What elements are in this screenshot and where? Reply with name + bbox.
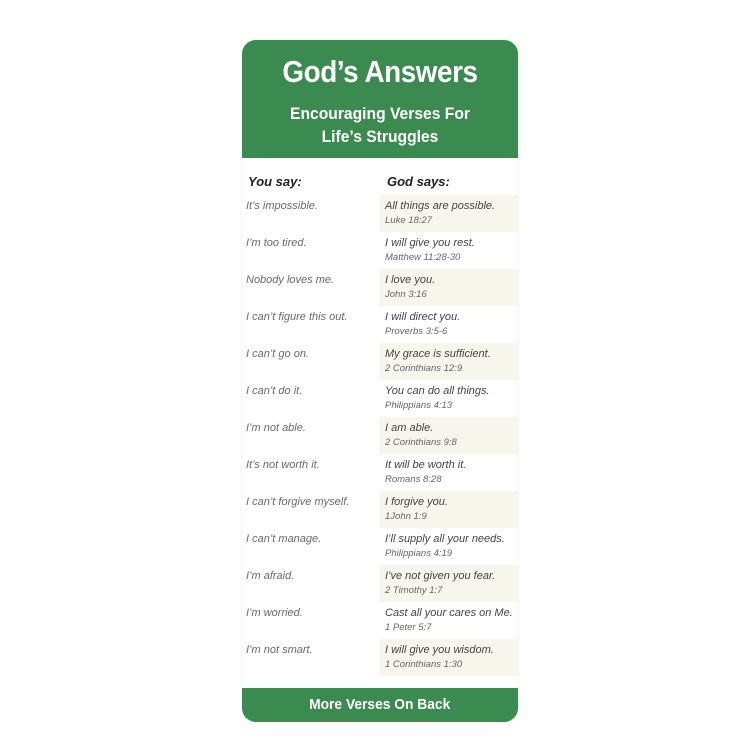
bookmark-card bbox=[242, 40, 518, 722]
verse-row bbox=[242, 602, 518, 639]
you-say-text: I’m too tired. bbox=[246, 237, 307, 249]
verse-reference: 2 Timothy 1:7 bbox=[385, 585, 443, 596]
you-say-text: I’m afraid. bbox=[246, 570, 295, 582]
verse-row bbox=[242, 195, 518, 232]
footer-banner bbox=[242, 688, 518, 722]
verse-reference: 2 Corinthians 12:9 bbox=[385, 363, 463, 374]
god-says-text: I will direct you. bbox=[385, 311, 461, 323]
verse-reference: 1 Peter 5:7 bbox=[385, 622, 432, 633]
verse-list bbox=[242, 195, 518, 676]
verse-reference: Luke 18:27 bbox=[385, 215, 433, 226]
subtitle-line-2: Life’s Struggles bbox=[321, 127, 439, 146]
card-header bbox=[242, 40, 518, 158]
card-subtitle bbox=[253, 102, 507, 148]
verse-row bbox=[242, 565, 518, 602]
card-title: God’s Answers bbox=[282, 54, 478, 89]
subtitle-line-1: Encouraging Verses For bbox=[290, 104, 470, 123]
verse-row bbox=[242, 454, 518, 491]
god-says-text: It will be worth it. bbox=[385, 459, 467, 471]
verse-reference: Philippians 4:19 bbox=[385, 548, 453, 559]
god-says-text: I love you. bbox=[385, 274, 436, 286]
verse-reference: 1 Corinthians 1:30 bbox=[385, 659, 463, 670]
you-say-text: I can’t figure this out. bbox=[246, 311, 348, 323]
verse-row bbox=[242, 639, 518, 676]
god-says-text: I am able. bbox=[385, 422, 434, 434]
you-say-text: I can’t go on. bbox=[246, 348, 309, 360]
verse-reference: Matthew 11:28-30 bbox=[385, 252, 461, 263]
verse-row bbox=[242, 269, 518, 306]
verse-row bbox=[242, 491, 518, 528]
god-says-text: I forgive you. bbox=[385, 496, 448, 508]
verse-reference: Romans 8:28 bbox=[385, 474, 442, 485]
god-says-text: My grace is sufficient. bbox=[385, 348, 491, 360]
god-says-text: You can do all things. bbox=[385, 385, 490, 397]
verse-row bbox=[242, 306, 518, 343]
verse-reference: 1John 1:9 bbox=[385, 511, 427, 522]
you-say-text: It’s impossible. bbox=[246, 200, 318, 212]
god-says-text: Cast all your cares on Me. bbox=[385, 607, 513, 619]
god-says-text: All things are possible. bbox=[385, 200, 496, 212]
you-say-text: I can’t manage. bbox=[246, 533, 322, 545]
verse-reference: John 3:16 bbox=[385, 289, 427, 300]
column-header-god-says: God says: bbox=[387, 174, 450, 189]
verse-row bbox=[242, 343, 518, 380]
verse-row bbox=[242, 417, 518, 454]
you-say-text: Nobody loves me. bbox=[246, 274, 335, 286]
god-says-text: I will give you rest. bbox=[385, 237, 475, 249]
verse-row bbox=[242, 232, 518, 269]
verse-reference: Proverbs 3:5-6 bbox=[385, 326, 448, 337]
column-header-you-say: You say: bbox=[248, 174, 302, 189]
you-say-text: I’m worried. bbox=[246, 607, 303, 619]
you-say-text: I’m not smart. bbox=[246, 644, 313, 656]
god-says-text: I’ve not given you fear. bbox=[385, 570, 496, 582]
verse-reference: 2 Corinthians 9:8 bbox=[385, 437, 457, 448]
god-says-text: I will give you wisdom. bbox=[385, 644, 494, 656]
you-say-text: I can’t do it. bbox=[246, 385, 303, 397]
verse-row bbox=[242, 528, 518, 565]
verse-row bbox=[242, 380, 518, 417]
you-say-text: I’m not able. bbox=[246, 422, 306, 434]
footer-label: More Verses On Back bbox=[309, 696, 451, 713]
you-say-text: I can’t forgive myself. bbox=[246, 496, 350, 508]
god-says-text: I’ll supply all your needs. bbox=[385, 533, 505, 545]
you-say-text: It’s not worth it. bbox=[246, 459, 320, 471]
verse-reference: Philippians 4:13 bbox=[385, 400, 453, 411]
